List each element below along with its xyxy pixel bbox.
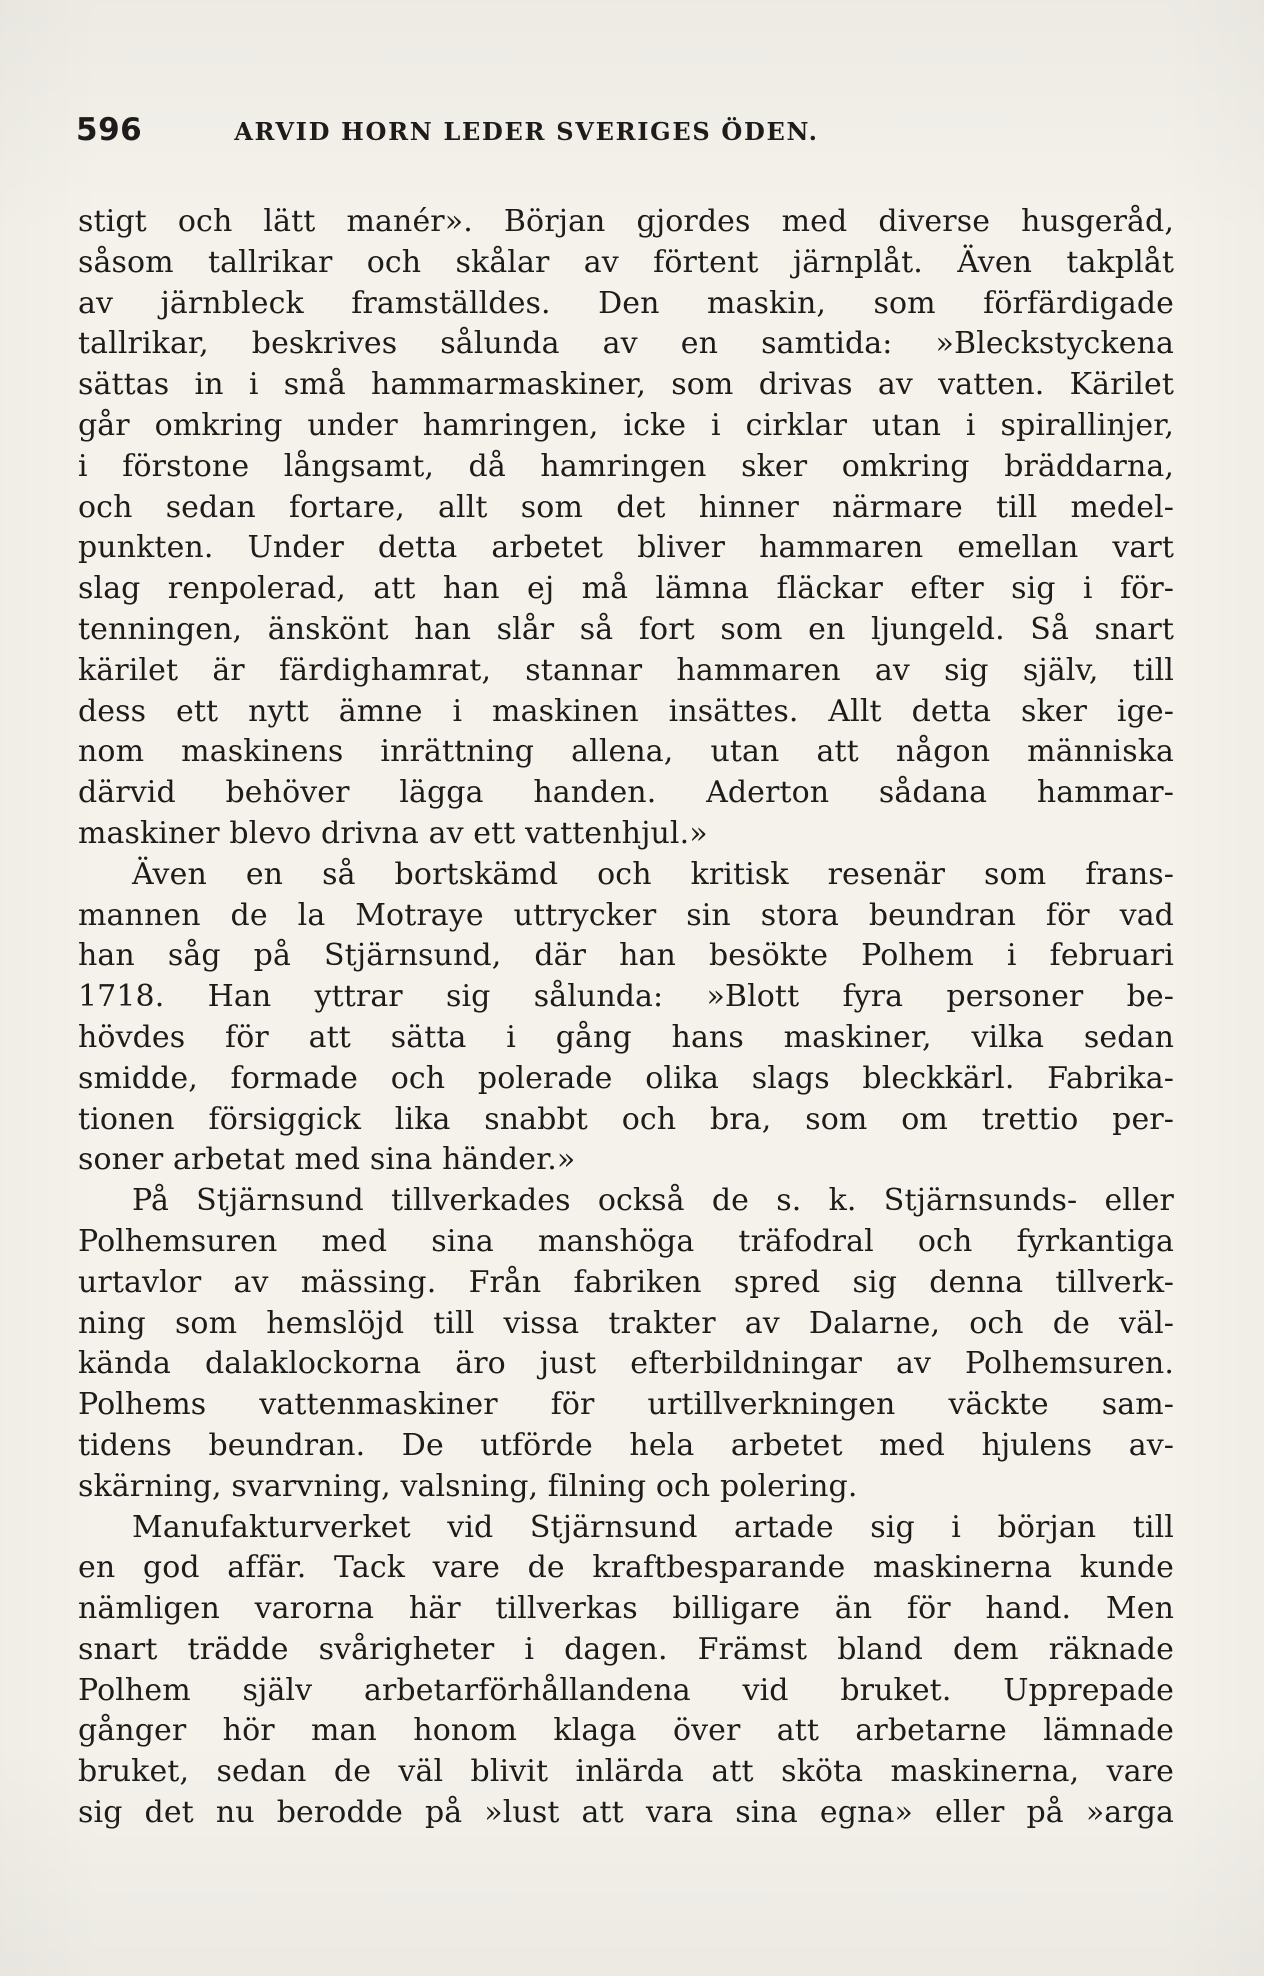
text-line: smidde, formade och polerade olika slags bleckkärl. Fabrika-	[78, 1060, 1174, 1096]
text-line: slag renpolerad, att han ej må lämna fläckar efter sig i för-	[78, 571, 1174, 607]
text-line: maskiner blevo drivna av ett vattenhjul.»	[78, 815, 708, 851]
text-line: nom maskinens inrättning allena, utan att någon människa	[78, 734, 1174, 770]
body-text	[78, 202, 1174, 1834]
text-line: tionen försiggick lika snabbt och bra, som om trettio per-	[78, 1101, 1174, 1137]
text-line: hövdes för att sätta i gång hans maskiner, vilka sedan	[78, 1019, 1174, 1055]
running-head: ARVID HORN LEDER SVERIGES ÖDEN.	[234, 117, 819, 146]
text-line: Polhem själv arbetarförhållandena vid bruket. Upprepade	[78, 1672, 1174, 1708]
text-line: På Stjärnsund tillverkades också de s. k. Stjärnsunds- eller	[132, 1183, 1174, 1219]
text-line: kända dalaklockorna äro just efterbildningar av Polhemsuren.	[78, 1346, 1174, 1382]
text-line: tallrikar, beskrives sålunda av en samtida: »Bleckstyckena	[78, 326, 1174, 362]
text-line: sig det nu berodde på »lust att vara sina egna» eller på »arga	[78, 1795, 1174, 1831]
text-line: 1718. Han yttrar sig sålunda: »Blott fyra personer be-	[78, 979, 1174, 1015]
text-line: därvid behöver lägga handen. Aderton sådana hammar-	[78, 775, 1174, 811]
text-line: tidens beundran. De utförde hela arbetet med hjulens av-	[78, 1427, 1174, 1463]
text-line: soner arbetat med sina händer.»	[78, 1142, 576, 1178]
text-line: han såg på Stjärnsund, där han besökte Polhem i februari	[78, 938, 1174, 974]
text-line: mannen de la Motraye uttrycker sin stora beundran för vad	[78, 897, 1174, 933]
text-line: urtavlor av mässing. Från fabriken spred sig denna tillverk-	[78, 1264, 1174, 1300]
text-line: såsom tallrikar och skålar av förtent järnplåt. Även takplåt	[78, 244, 1174, 280]
text-line: bruket, sedan de väl blivit inlärda att sköta maskinerna, vare	[78, 1754, 1174, 1790]
text-line: stigt och lätt manér». Början gjordes med diverse husgeråd,	[78, 204, 1174, 239]
text-line: kärilet är färdighamrat, stannar hammaren av sig själv, till	[78, 652, 1174, 688]
text-line: går omkring under hamringen, icke i cirklar utan i spirallinjer,	[78, 407, 1174, 443]
text-line: nämligen varorna här tillverkas billigare än för hand. Men	[78, 1591, 1174, 1627]
text-line: en god affär. Tack vare de kraftbesparande maskinerna kunde	[78, 1550, 1174, 1586]
text-line: och sedan fortare, allt som det hinner närmare till medel-	[78, 489, 1174, 525]
text-line: Polhemsuren med sina manshöga träfodral och fyrkantiga	[78, 1223, 1174, 1259]
page-header	[76, 112, 1176, 154]
text-line: ning som hemslöjd till vissa trakter av Dalarne, och de väl-	[78, 1305, 1174, 1341]
text-line: av järnbleck framställdes. Den maskin, som förfärdigade	[78, 285, 1174, 321]
text-line: sättas in i små hammarmaskiner, som drivas av vatten. Kärilet	[78, 367, 1174, 403]
text-line: tenningen, änskönt han slår så fort som en ljungeld. Så snart	[78, 611, 1174, 647]
text-line: skärning, svarvning, valsning, filning och polering.	[78, 1468, 858, 1504]
text-line: punkten. Under detta arbetet bliver hammaren emellan vart	[78, 530, 1174, 566]
text-line: Polhems vattenmaskiner för urtillverkningen väckte sam-	[78, 1387, 1174, 1423]
text-line: i förstone långsamt, då hamringen sker omkring bräddarna,	[78, 448, 1174, 484]
page-number: 596	[76, 112, 143, 148]
text-line: dess ett nytt ämne i maskinen insättes. Allt detta sker ige-	[78, 693, 1174, 729]
text-line: snart trädde svårigheter i dagen. Främst bland dem räknade	[78, 1631, 1174, 1667]
text-line: gånger hör man honom klaga över att arbetarne lämnade	[78, 1713, 1174, 1749]
text-line: Även en så bortskämd och kritisk resenär som frans-	[132, 856, 1174, 892]
text-line: Manufakturverket vid Stjärnsund artade sig i början till	[132, 1509, 1174, 1545]
